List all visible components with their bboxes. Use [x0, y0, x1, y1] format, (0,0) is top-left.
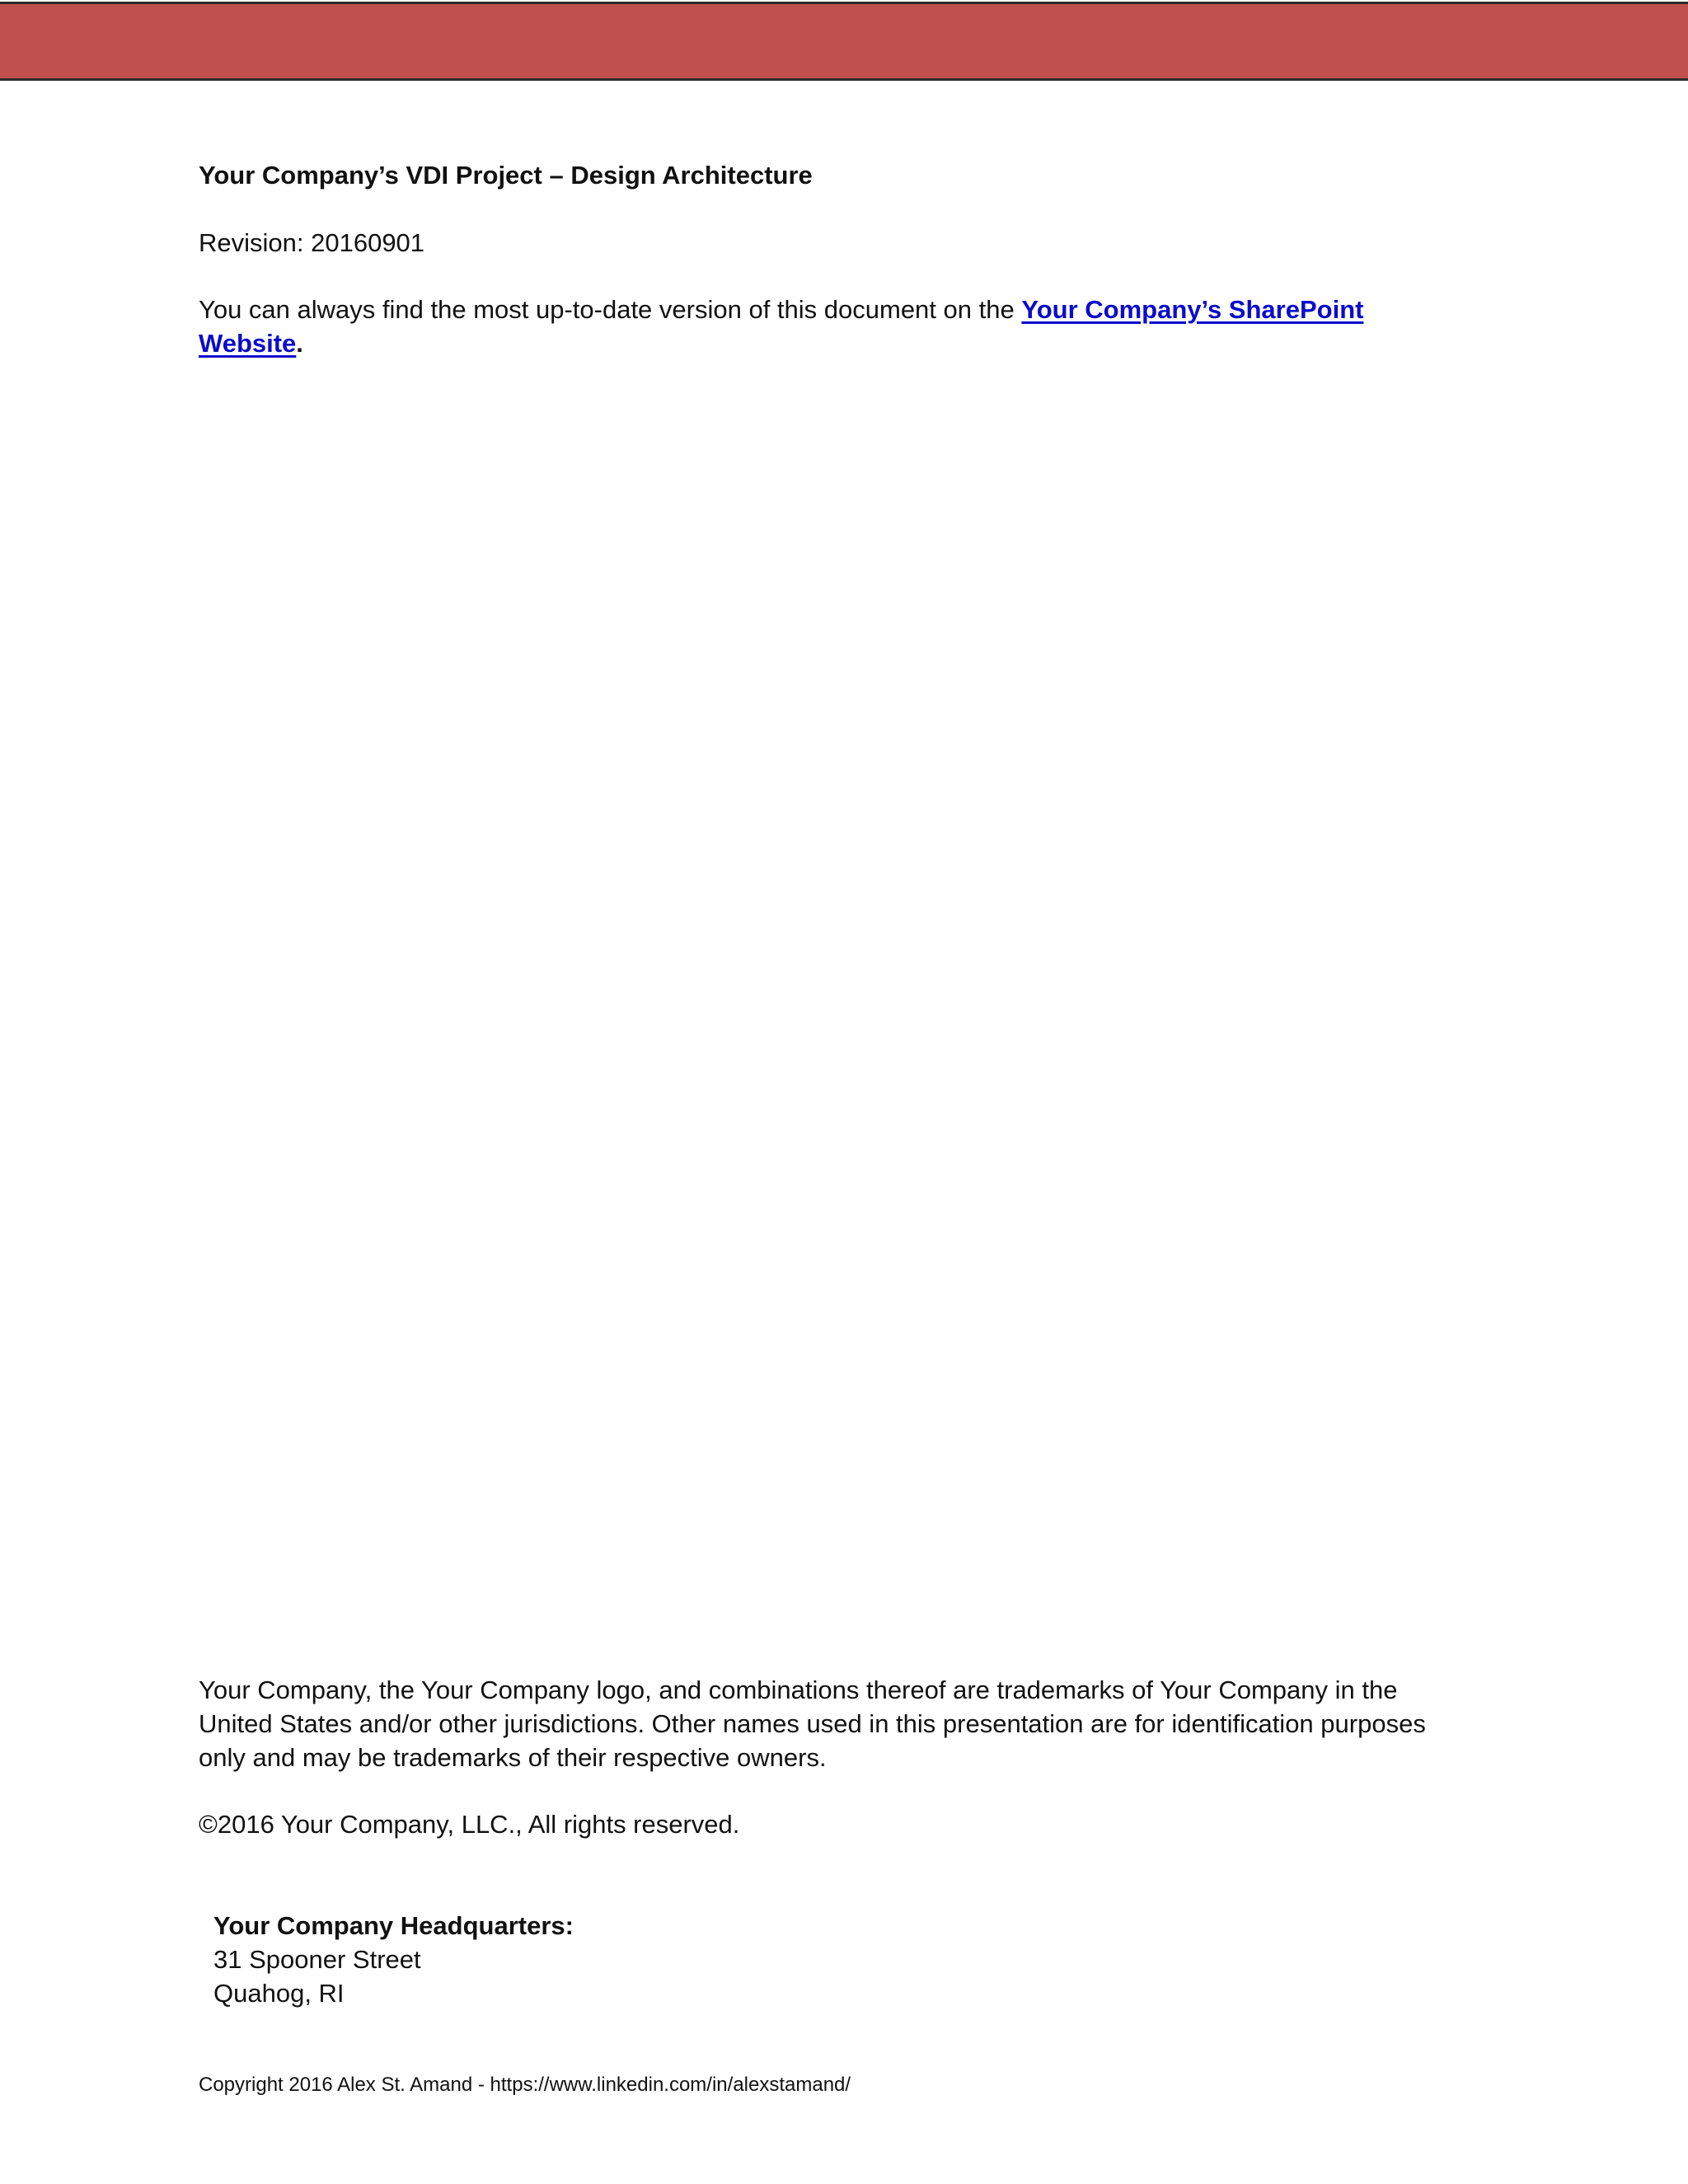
version-note-text: You can always find the most up-to-date version of this document on the: [199, 295, 1022, 324]
version-note-suffix: .: [296, 329, 303, 358]
document-title: Your Company’s VDI Project – Design Architecture: [199, 161, 813, 190]
trademark-notice: Your Company, the Your Company logo, and combinations thereof are trademarks of Your Company in the United States and/or other jurisdictions. Other names used in this presentation are for identification purposes only and may be trademarks of their respective owners.: [199, 1675, 1426, 1772]
headquarters-label: Your Company Headquarters:: [213, 1911, 574, 1940]
footer-copyright: Copyright 2016 Alex St. Amand - https://www.linkedin.com/in/alexstamand/: [199, 2074, 851, 2096]
revision-label: Revision: 20160901: [199, 228, 425, 257]
header-band: [0, 2, 1688, 81]
version-note: [199, 293, 1402, 360]
headquarters-city: Quahog, RI: [213, 1979, 345, 2008]
sharepoint-link[interactable]: Your Company’s SharePoint Website: [199, 295, 1364, 358]
headquarters-block: [213, 1909, 574, 2010]
headquarters-street: 31 Spooner Street: [213, 1945, 421, 1974]
copyright-notice: ©2016 Your Company, LLC., All rights reserved.: [199, 1810, 740, 1839]
